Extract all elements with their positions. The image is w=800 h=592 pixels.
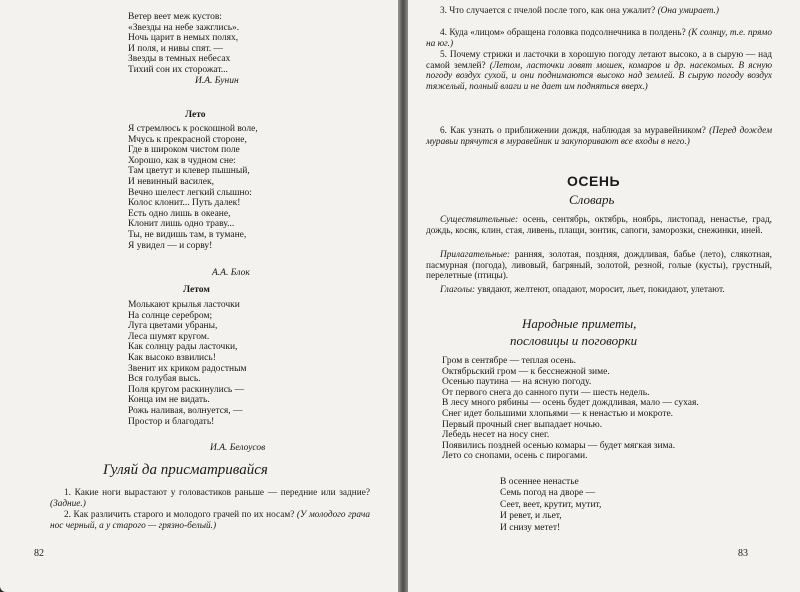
poem-line: Молькают крылья ласточки [128, 300, 240, 310]
dictionary-entry [426, 215, 772, 236]
dictionary-entry [426, 250, 772, 282]
proverb-item: Первый прочный снег выпадает ночью. [442, 419, 603, 430]
poem-line: Звенит их криком радостным [128, 363, 247, 374]
question-paragraph [426, 6, 772, 17]
poem-summer [128, 124, 258, 251]
poem-line: Простор и благодать! [128, 416, 215, 427]
poem-line: Мчусь к прекрасной стороне, [128, 134, 247, 145]
poem-line: Ты, не видишь там, в тумане, [128, 229, 247, 240]
question-text: 1. Какие ноги вырастают у головастиков раньше — передние или задние? [64, 488, 370, 498]
poem-line: Хорошо, как в чудном сне: [128, 155, 236, 166]
poem-line: Где в широком чистом поле [128, 145, 240, 156]
poem-author: И.А. Белоусов [210, 443, 266, 453]
poem-line: И снизу метет! [500, 522, 561, 533]
right-page [408, 0, 800, 592]
poem-in-summer [128, 300, 246, 427]
word-class-label: Глаголы: [440, 285, 476, 295]
question-text: 5. Почему стрижи и ласточки в хорошую погоду летают высоко, а в сырую — над самой землей? [426, 50, 772, 71]
poem-line: Как высоко взвились! [128, 352, 216, 363]
proverb-item: От первого снега до санного пути — шесть недель. [442, 387, 650, 398]
poem-line: Конца им не видать. [128, 395, 210, 406]
poem-line: На солнце серебром; [128, 310, 213, 321]
question-paragraph [426, 126, 772, 147]
poem-line: Есть одно лишь в океане, [128, 208, 231, 219]
poem-line: Рожь наливая, волнуется, — [128, 405, 243, 416]
poem-line: Леса шумят кругом. [128, 331, 210, 342]
season-heading: ОСЕНЬ [567, 173, 621, 189]
question-text: 6. Как узнать о приближении дождя, наблюдая за муравейником? [440, 126, 710, 136]
poem-line: Там цветут и клевер пышный, [128, 166, 250, 177]
question-text: 2. Как различить старого и молодого грачей по их носам? [64, 510, 297, 520]
poem-line: Я стремлюсь к роскошной воле, [128, 124, 258, 134]
word-list: ранняя, золотая, поздняя, дождливая, бабье (лето), слякотная, пасмурная (погода), ливовый, багряный, золотой, резной, голые (кусты), грустный, перелетные (птицы). [426, 250, 772, 282]
question-paragraph [50, 510, 370, 531]
proverb-item: Лебедь несет на носу снег. [442, 430, 550, 441]
question-answer: (Она умирает.) [657, 6, 719, 16]
question-answer: (Задние.) [50, 498, 86, 509]
poem-line: Семь погод на дворе — [500, 488, 596, 499]
poem-line: Звезды в темных небесах [128, 54, 231, 65]
page-number: 82 [34, 548, 44, 559]
poem-line: Сеет, веет, крутит, мутит, [500, 499, 602, 510]
poem-line: Вся голубая высь. [128, 374, 201, 385]
book-spine [398, 0, 408, 592]
proverb-item: Появились поздней осенью комары — будет мягкая зима. [442, 440, 676, 451]
question-answer: (Летом, ласточки ловят мошек, комаров и др. насекомых. В ясную погоду воздух сухой, и они поднимаются высоко над землей. В сырую погоду воздух тяжелый, полный влаги и не дает им подняться вверх.) [426, 60, 772, 92]
proverbs-heading-line2: пословицы и поговорки [510, 333, 638, 348]
poem-line: Луга цветами убраны, [128, 321, 218, 332]
word-class-label: Прилагательные: [440, 250, 511, 260]
proverb-item: Лето со снопами, осень с пирогами. [442, 451, 588, 462]
word-list: увядают, желтеют, опадают, моросит, льет, покидают, улетают. [475, 285, 725, 295]
poem-line: Клонит лишь одно траву... [128, 219, 235, 230]
poem-title: Лето [185, 110, 206, 120]
proverbs-heading-line1: Народные приметы, [522, 316, 637, 331]
poem-line: Я увидел — и сорву! [128, 240, 213, 251]
question-answer: (Перед дождем муравьи прячутся в муравейник и закупоривают все входы в него.) [426, 126, 773, 147]
question-answer: (У молодого грача нос черный, а у старого — грязно-белый.) [50, 510, 370, 531]
word-class-label: Существительные: [440, 215, 519, 225]
question-paragraph [50, 488, 370, 509]
section-heading: Гуляй да присматривайся [103, 462, 268, 478]
poem-line: В осеннее ненастье [500, 477, 579, 487]
question-answer: (К солнцу, т.е. прямо на юг.) [426, 28, 772, 49]
question-paragraph [426, 50, 772, 92]
poem-title: Летом [183, 285, 210, 295]
page-number: 83 [738, 548, 748, 559]
poem-line: И невинный василек, [128, 176, 214, 187]
poem-author: А.А. Блок [212, 268, 250, 278]
autumn-poem [500, 477, 601, 534]
poem-night [128, 12, 239, 76]
question-text: 4. Куда «лицом» обращена головка подсолнечника в полдень? [440, 28, 689, 38]
proverb-item: Осенью паутина — на ясную погоду. [442, 377, 592, 388]
dictionary-heading: Словарь [569, 192, 615, 207]
poem-line: Колос клонит... Путь далек! [128, 198, 241, 209]
proverbs-list [442, 356, 699, 462]
proverb-item: Гром в сентябре — теплая осень. [442, 356, 577, 366]
proverb-item: Снег идет большими хлопьями — к ненастью и мокроте. [442, 408, 674, 419]
proverb-item: Октябрьский гром — к бесснежной зиме. [442, 366, 610, 377]
poem-line: Ветер веет меж кустов: [128, 12, 222, 22]
poem-line: Ночь царит в немых полях, [128, 33, 239, 44]
poem-line: Вечно шелест легкий слышно: [128, 187, 252, 198]
poem-line: Поля кругом раскинулись — [128, 384, 245, 395]
poem-line: Тихий сон их сторожат... [128, 64, 228, 75]
question-text: 3. Что случается с пчелой после того, как она ужалит? [440, 6, 658, 16]
poem-line: И поля, и нивы спят. — [128, 43, 224, 54]
word-list: осень, сентябрь, октябрь, ноябрь, листопад, ненастье, град, дождь, косяк, клин, стая, ливень, плащи, зонтик, сапоги, заморозки, снежинки, иней. [426, 215, 772, 236]
left-page [0, 0, 398, 592]
question-paragraph [426, 28, 772, 49]
poem-line: Как солнцу рады ласточки, [128, 342, 238, 353]
proverb-item: В лесу много рябины — осень будет дождливая, мало — сухая. [442, 398, 699, 409]
poem-line: «Звезды на небе зажглись». [128, 22, 240, 33]
poem-line: И ревет, и льет, [500, 511, 562, 522]
dictionary-entry [426, 285, 772, 296]
poem-author: И.А. Бунин [195, 76, 239, 86]
